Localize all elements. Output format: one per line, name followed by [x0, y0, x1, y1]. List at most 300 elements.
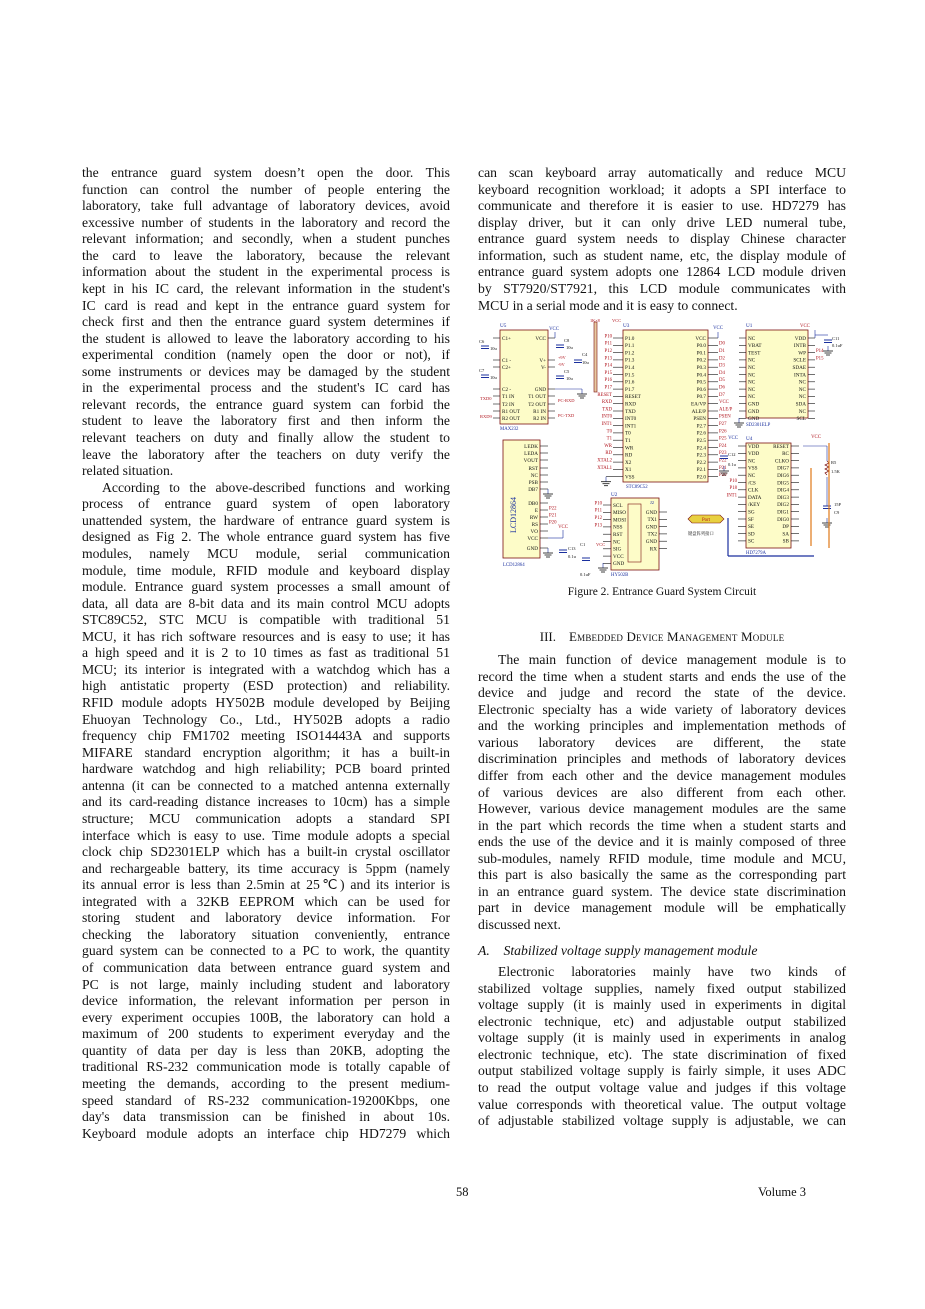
circuit-label: 1.5K: [831, 469, 840, 474]
net-label: D3: [719, 363, 725, 369]
circuit-label: C9: [834, 510, 840, 515]
net-label: P13: [594, 523, 602, 529]
section-heading: [478, 629, 846, 645]
pin-label: VSS: [625, 474, 635, 481]
net-label: VCC: [719, 400, 729, 406]
pin-label: NC: [530, 472, 538, 479]
net-label: P11: [594, 508, 602, 514]
circuit-label: RXD9: [480, 414, 492, 419]
text-line: clock chip SD2301ELP which has a built-in crystal oscillator: [82, 844, 450, 860]
pin-label: P1.6: [625, 379, 635, 386]
net-label: D7: [719, 392, 725, 398]
pin-label: P2.3: [696, 452, 706, 459]
pin-label: SD: [748, 531, 755, 538]
pin-label: DIG6: [777, 473, 789, 479]
pin-label: WR: [625, 445, 634, 452]
pin-label: RW: [529, 514, 538, 521]
text-line: and its card-reading distance increases to 10cm) has a simple: [82, 794, 450, 810]
text-line: various laboratory devices are different, the state: [478, 734, 846, 750]
pin-label: ALE/P: [691, 408, 706, 415]
text-line: entrance guard system needs to display Chinese character: [478, 231, 846, 247]
text-line: module. Entrance guard system processes a small amount of: [82, 579, 450, 595]
text-line: integrated with a 32KB EEPROM which can be used for: [82, 893, 450, 909]
net-label: INT0: [601, 414, 612, 420]
pin-label: /CS: [748, 480, 756, 487]
section-number: III.: [539, 629, 556, 644]
net-label: P16: [604, 378, 612, 384]
pin-label: NC: [748, 386, 756, 393]
pin-label: NC: [798, 408, 806, 415]
pin-label: RX: [649, 546, 657, 553]
pin-label: P1.3: [625, 357, 635, 364]
net-label: P26: [719, 429, 727, 435]
pin-label: NC: [798, 386, 806, 393]
net-label: XTAL1: [597, 465, 612, 471]
net-label: P21: [719, 465, 727, 471]
circuit-label: MAX232: [500, 427, 519, 432]
text-line: The main function of device management module is to: [498, 652, 846, 667]
net-label: XTAL2: [597, 458, 612, 464]
pin-label: NC: [748, 365, 756, 371]
text-line: by ST7920/ST7921, this LCD module communicates with: [478, 280, 846, 296]
net-label: P20: [719, 473, 727, 479]
text-line: MCU in a serial mode and it is easy to connect.: [478, 297, 738, 313]
circuit-label: C1: [580, 542, 586, 547]
circuit-label: PC-RXD: [558, 398, 575, 403]
net-label: ALE/P: [719, 407, 733, 413]
pin-label: TX2: [647, 531, 657, 538]
net-label: RXD: [601, 400, 612, 406]
text-line: output stabilized voltage supply is fairly simple, it uses ADC: [478, 1063, 846, 1079]
circuit-label: TXD0: [480, 396, 492, 401]
pin-label: P2.1: [696, 467, 706, 474]
text-line: structure; MCU communication adopts a standard SPI: [82, 810, 450, 826]
circuit-label: 0.1uF: [832, 343, 843, 348]
pin-label: P1.2: [625, 350, 635, 357]
text-line: data, all data are 8-bit data and its main control MCU adopts: [82, 595, 450, 611]
circuit-label: 0.1u: [728, 462, 736, 467]
circuit-label: 15P: [834, 502, 842, 507]
pin-label: P0.1: [696, 350, 706, 357]
text-line: According to the above-described functions and working: [102, 479, 450, 495]
net-label: RESET: [597, 392, 612, 398]
net-label: P20: [549, 520, 557, 526]
text-line: modules, namely MCU module, serial communication: [82, 545, 450, 561]
pin-label: MISO: [613, 510, 626, 517]
text-line: differ from each other and the device management modules: [478, 767, 846, 783]
text-line: of various devices are also different from each other.: [478, 784, 846, 800]
pin-label: SC: [748, 538, 755, 545]
net-label: P10: [604, 334, 612, 340]
text-line: checking the laboratory situation conveniently, entrance: [82, 926, 450, 942]
circuit-label: 10u: [490, 375, 497, 380]
text-line: interface which is easy to use. Time module adopts a special: [82, 827, 450, 843]
text-line: MCU, it has rich software resources and is easy to use; it has: [82, 628, 450, 644]
pin-label: RESET: [773, 443, 789, 450]
text-line: day's data transmission can be finished in about 10s.: [82, 1109, 450, 1125]
circuit-label: U1: [746, 323, 753, 329]
circuit-label: -9V: [558, 362, 565, 367]
pin-label: INTB: [793, 343, 806, 350]
right-column-bottom: [478, 964, 846, 1130]
net-label: INT1: [726, 493, 737, 499]
pin-label: DATA: [748, 494, 762, 501]
resistor-pack: [594, 322, 597, 392]
pin-label: CLK: [748, 487, 759, 494]
text-line: Ehuoyan Technology Co., Ltd., HY502B adopts a radio: [82, 711, 450, 727]
circuit-label: C12: [728, 452, 736, 457]
net-label: D6: [719, 385, 725, 391]
text-line: module, time module, RFID module and keyboard display: [82, 562, 450, 578]
circuit-label: +9V: [558, 355, 566, 360]
pin-label: RXD: [625, 401, 636, 408]
text-line: STC89C52, STC MCU is compatible with traditional 51: [82, 612, 450, 628]
text-line: and rechargeable battery, its time accuracy is 5ppm (namely: [82, 860, 450, 876]
pin-label: PSEN: [693, 416, 706, 423]
pin-label: GND: [748, 401, 760, 408]
text-line: information about the student in the experimental process is: [82, 264, 450, 280]
net-label: P27: [719, 422, 727, 427]
text-line: discussed next.: [478, 917, 561, 932]
text-line: sub-modules, namely RFID module, time module and MCU,: [478, 850, 846, 866]
pin-label: NC: [748, 357, 756, 364]
pin-label: R1 OUT: [502, 408, 521, 415]
pin-label: RC: [782, 451, 789, 458]
text-line: kept in his IC card, the relevant information in the student's: [82, 280, 450, 296]
pin-label: DIG7: [777, 465, 789, 472]
net-label: P10: [594, 501, 602, 507]
net-label: PSEN: [719, 414, 731, 420]
text-line: this part is also basically the same as the corresponding part: [478, 867, 846, 883]
net-label: P14: [604, 363, 612, 369]
pin-label: P1.1: [625, 343, 635, 350]
text-line: the student is allowed to leave the laboratory according to his: [82, 330, 450, 346]
net-label: D4: [719, 370, 725, 376]
pin-label: P0.4: [696, 372, 706, 379]
pin-label: DIG5: [777, 480, 789, 487]
right-column-top: [478, 165, 846, 314]
net-label: P10: [729, 478, 737, 484]
circuit-label: VCC: [713, 326, 723, 331]
pin-label: VO: [530, 528, 538, 535]
text-line: entrance guard system adopts one 12864 LCD module driven: [478, 264, 846, 280]
pin-label: DIG1: [777, 509, 789, 516]
pin-label: DIG3: [777, 494, 789, 501]
net-label: D1: [719, 349, 725, 354]
pin-label: GND: [748, 416, 760, 423]
pin-label: P1.0: [625, 335, 635, 342]
text-line: speed standard of RS-232 communication-19200Kbps, one: [82, 1092, 450, 1108]
pin-label: DIG2: [777, 502, 789, 509]
pin-label: VDD: [794, 335, 806, 342]
volume-label: Volume 3: [758, 1185, 807, 1199]
net-label: P25: [719, 436, 727, 442]
text-line: some instruments or devices may be damaged by the student: [82, 363, 450, 379]
circuit-label: C13: [568, 546, 576, 551]
text-line: MCU; its interior is integrated with a watchdog which has a: [82, 661, 450, 677]
pin-label: NC: [748, 473, 756, 479]
circuit-label: VCC: [612, 318, 622, 323]
net-label: P15: [816, 356, 824, 362]
text-line: laboratory, take full advantage of laboratory devices, avoid: [82, 198, 450, 214]
pin-label: DIG0: [777, 516, 789, 523]
text-line: the card to leave the laboratory, because the relevant: [82, 247, 450, 263]
net-label: INT1: [601, 422, 612, 427]
pin-label: NSS: [613, 524, 623, 531]
net-label: P15: [604, 370, 612, 376]
text-line: maximum of 200 students to experiment everyday and the: [82, 1026, 450, 1042]
text-line: part in device management module will be emphatically: [478, 900, 846, 916]
left-column: [82, 165, 450, 1142]
text-line: communicate and therefore it is easier to use. HD7279 has: [478, 198, 846, 214]
text-line: its annual error is less than 2.5min at 25℃) and its interior is: [82, 877, 450, 893]
text-line: high antistatic property (ESD protection) and reliability.: [82, 678, 450, 694]
text-line: relevant teachers on duty and finally allow the student to: [82, 430, 450, 445]
subsection-number: A.: [478, 943, 490, 958]
pin-label: C2 -: [502, 386, 512, 393]
net-label: P12: [594, 516, 602, 521]
right-column-mid: [478, 652, 846, 934]
text-line: process of entrance guard system of open laboratory: [82, 496, 450, 512]
circuit-label: C11: [832, 336, 840, 341]
pin-label: P0.7: [696, 394, 706, 401]
text-line: to read the output voltage value and judges if this voltage: [478, 1079, 846, 1095]
text-line: However, various device management modules are the same: [478, 801, 846, 817]
circuit-label: STC89C52: [626, 485, 648, 490]
circuit-label: C4: [582, 352, 588, 357]
circuit-label: VCC: [558, 525, 568, 530]
text-line: in the experimental process and the student's IC card has: [82, 380, 450, 396]
text-line: experimental condition (namely open the door or not), if: [82, 347, 450, 363]
circuit-label: VCC: [800, 324, 810, 329]
text-line: hardware watchdog and high reliability; PCB board printed: [82, 761, 450, 777]
pin-label: T2 OUT: [528, 401, 546, 408]
text-line: every experiment occupies 100B, the laboratory can hold a: [82, 1009, 450, 1025]
pin-label: GND: [748, 408, 760, 415]
pin-label: TX1: [647, 517, 657, 524]
pin-label: R2 IN: [533, 415, 546, 422]
pin-label: GND: [645, 509, 657, 516]
circuit-label: VCC: [596, 542, 606, 547]
pin-label: MOSI: [613, 517, 626, 524]
pin-label: VDD: [748, 451, 760, 458]
pin-label: INT1: [625, 423, 637, 430]
pin-label: P0.5: [696, 379, 706, 386]
pin-label: SB: [782, 538, 789, 545]
net-label: P13: [604, 356, 612, 362]
text-line: frequency chip FM1702 meeting ISO14443A and supports: [82, 728, 450, 744]
circuit-label: VCC: [728, 436, 738, 441]
pin-label: VCC: [695, 335, 706, 342]
pin-label: RST: [528, 465, 538, 472]
text-line: Electronic specialty has a wide variety of laboratory devices: [478, 701, 846, 717]
pin-label: X1: [625, 467, 632, 474]
text-line: Keyboard module adopts an interface chip HD7279 which: [82, 1125, 450, 1141]
text-line: value corresponds with theoretical value. The output voltage: [478, 1096, 846, 1112]
pin-label: EA/VP: [691, 401, 706, 408]
pin-label: /KEY: [748, 502, 761, 509]
pin-label: C1 -: [502, 357, 512, 364]
pin-label: INTA: [794, 372, 806, 379]
pin-label: VDD: [748, 443, 760, 450]
circuit-label: C7: [479, 368, 485, 373]
text-line: check first and then the entrance guard system determines if: [82, 314, 450, 330]
pin-label: SG: [748, 509, 755, 516]
pin-label: RD: [625, 452, 633, 459]
circuit-label: LCD12864: [503, 563, 525, 568]
net-label: P18: [729, 486, 737, 492]
pin-label: V-: [541, 364, 546, 371]
pin-label: P0.0: [696, 343, 706, 350]
text-line: record the time when a student starts and ends the use of the: [478, 668, 846, 684]
pin-label: TXD: [625, 408, 636, 415]
text-line: designed as Fig 2. The whole entrance guard system has five: [82, 529, 450, 545]
entrance-guard-circuit-figure: [478, 318, 848, 583]
pin-label: DB7: [528, 486, 538, 493]
text-line: of adjustable stabilized voltage supply is adjustable, we can: [478, 1113, 846, 1129]
pin-label: GND: [613, 561, 625, 568]
pin-label: SCL: [796, 416, 806, 423]
pin-label: CLKO: [774, 458, 789, 465]
text-line: device and judge and record the state of the device.: [478, 685, 846, 701]
text-line: can scan keyboard array automatically and reduce MCU: [478, 165, 846, 180]
text-line: electronic technique, etc). The state discrimination of fixed: [478, 1046, 846, 1062]
circuit-label: VCC: [549, 327, 559, 332]
pin-label: DIG4: [777, 487, 789, 494]
net-label: TXD: [602, 407, 612, 413]
circuit-label: J2: [650, 500, 655, 505]
net-label: P17: [604, 385, 612, 391]
pin-label: PSB: [528, 479, 538, 486]
pin-label: C1+: [502, 335, 511, 342]
pin-label: SDA: [795, 401, 806, 408]
pin-label: P0.6: [696, 386, 706, 393]
pin-label: VCC: [527, 535, 538, 542]
pin-label: P2.0: [696, 474, 706, 481]
pin-label: P0.2: [696, 357, 706, 364]
text-line: excessive number of students in the laboratory and record the: [82, 214, 450, 230]
net-label: D0: [719, 341, 725, 347]
text-line: MIFARE standard encryption algorithm; it has a built-in: [82, 744, 450, 760]
net-label: P24: [719, 443, 727, 449]
pin-label: TEST: [748, 350, 761, 357]
net-label: WR: [604, 443, 612, 449]
pin-label: NC: [748, 372, 756, 379]
text-line: of communication data between entrance guard system and: [82, 960, 450, 975]
figure-caption: Figure 2. Entrance Guard System Circuit: [567, 586, 757, 598]
pin-label: T2 IN: [502, 401, 515, 408]
text-line: Electronic laboratories mainly have two kinds of: [498, 964, 846, 979]
text-line: voltage supply (it is mainly used in experiments in digital: [478, 997, 846, 1013]
pin-label: P2.4: [696, 445, 706, 452]
pin-label: SE: [748, 524, 755, 531]
text-line: electronic technique, etc) and adjustable output stabilized: [478, 1013, 846, 1029]
pin-label: R2 OUT: [502, 415, 521, 422]
circuit-label: 10u: [582, 360, 589, 365]
pin-label: SCL: [613, 502, 623, 509]
text-line: device information, the relevant information per person in: [82, 993, 450, 1009]
pin-label: VOUT: [523, 457, 538, 464]
page-number: 58: [456, 1185, 469, 1199]
lcd-vertical-label: LCD12864: [509, 497, 518, 533]
pin-label: DP: [782, 524, 789, 531]
text-line: information, such as student name, etc, the display module of: [478, 247, 846, 263]
text-line: IC card is read and kept in the entrance guard system for: [82, 297, 450, 313]
net-label: D2: [719, 356, 725, 362]
circuit-label: C5: [564, 369, 570, 374]
text-line: ends the use of the device and it is mainly composed of three: [478, 834, 846, 850]
keyboard-array-interface-label: 键盘阵列接口: [688, 531, 714, 536]
pin-label: WP: [798, 350, 806, 357]
circuit-label: 10u: [490, 346, 497, 351]
text-line: voltage supply (it is mainly used in experiments in analog: [478, 1030, 846, 1046]
pin-label: P1.7: [625, 386, 635, 393]
pin-label: NC: [748, 458, 756, 465]
pin-label: GND: [526, 545, 538, 552]
net-label: P14: [816, 349, 824, 354]
pin-label: GND: [645, 539, 657, 545]
circuit-label: 1K×8: [590, 318, 600, 323]
circuit-label: U4: [746, 436, 753, 442]
pin-label: RST: [613, 532, 623, 538]
text-line: unattended system, the hardware of entrance guard system is: [82, 512, 450, 528]
pin-label: RESET: [625, 394, 641, 401]
text-line: quantity of data per day is less than 20KB, adopting the: [82, 1042, 450, 1058]
net-label: P11: [604, 341, 612, 347]
circuit-label: U5: [500, 323, 507, 329]
pin-label: V+: [539, 357, 546, 364]
pin-label: RS: [531, 521, 538, 528]
net-label: D5: [719, 378, 725, 384]
net-label: P23: [719, 451, 727, 457]
pin-label: DB0: [528, 500, 538, 507]
pin-label: VCC: [535, 335, 546, 342]
text-line: and the working principles and implementation methods of: [478, 718, 846, 734]
text-line: discrimination principles and methods of laboratory devices: [478, 751, 846, 767]
circuit-label: PC-TXD: [558, 413, 575, 418]
circuit-label: 0.1u: [568, 554, 576, 559]
pin-label: T1 OUT: [528, 393, 546, 400]
pin-label: P0.3: [696, 365, 706, 371]
text-line: display driver, but it can only drive LED numeral tube,: [478, 214, 846, 230]
pin-label: SDAE: [792, 365, 806, 371]
pin-label: T1 IN: [502, 393, 515, 400]
circuit-label: U3: [623, 323, 630, 329]
text-line: in the part which records the time when a student starts and: [478, 817, 846, 833]
pin-label: SF: [748, 516, 754, 523]
text-line: RFID module adopts HY502B module developed by Beijing: [82, 695, 450, 710]
text-line: guard system can be connected to a PC to work, the quantity: [82, 943, 450, 959]
net-label: P12: [604, 349, 612, 354]
text-line: relevant records, the entrance guard system can forbid the: [82, 396, 450, 412]
text-line: storing student and laboratory device information. For: [82, 910, 450, 926]
pin-label: SA: [782, 531, 789, 538]
pin-label: P1.5: [625, 372, 635, 379]
text-line: related situation.: [82, 463, 174, 479]
net-label: T0: [606, 429, 612, 435]
pin-label: P2.2: [696, 459, 706, 466]
pin-label: NC: [613, 539, 621, 546]
circuit-label: R5: [831, 460, 837, 465]
pin-label: VBAT: [748, 343, 762, 350]
net-label: P22: [719, 458, 727, 464]
pin-label: INT0: [625, 416, 637, 423]
pin-label: P2.7: [696, 423, 706, 430]
text-line: PC is not large, mainly including student and laboratory: [82, 976, 450, 992]
pin-label: NC: [798, 379, 806, 386]
subsection-title: Stabilized voltage supply management module: [503, 943, 758, 958]
pin-label: X2: [625, 459, 632, 466]
